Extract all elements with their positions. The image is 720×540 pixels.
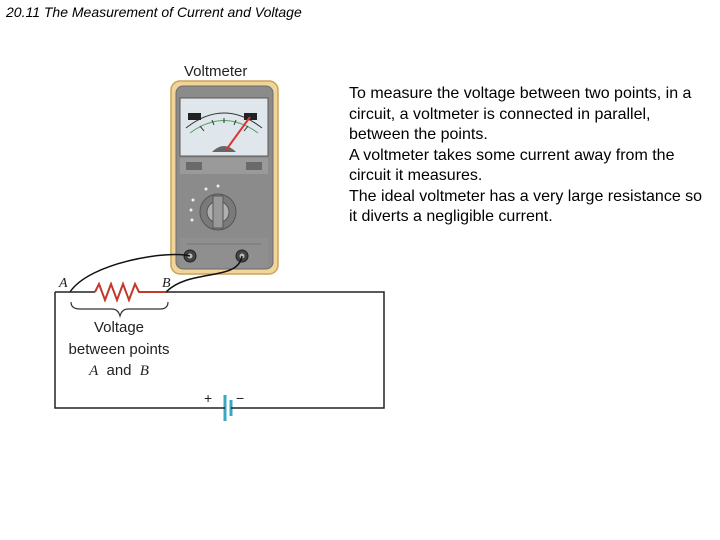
caption-point-b: B	[139, 363, 149, 379]
resistor	[95, 284, 166, 300]
caption-point-a: A	[89, 363, 99, 379]
voltmeter-label: Voltmeter	[184, 63, 248, 80]
caption-line-2: between points	[68, 341, 170, 358]
explanation-text	[349, 84, 709, 228]
paragraph-current-draw: A voltmeter takes some current away from the circuit it measures.	[349, 146, 675, 184]
paragraph-ideal-voltmeter: The ideal voltmeter has a very large resistance so it diverts a negligible current.	[349, 187, 703, 225]
voltmeter-device	[171, 81, 278, 274]
paragraph-parallel-connection: To measure the voltage between two points, in a circuit, a voltmeter is connected in parallel, between the points.	[349, 85, 692, 143]
caption-and: and	[106, 362, 132, 379]
battery-minus-sign: −	[236, 390, 245, 406]
voltage-brace	[71, 302, 168, 316]
caption-line-3	[88, 362, 149, 379]
battery-plus-sign: +	[204, 390, 213, 406]
caption-line-1: Voltage	[93, 319, 145, 336]
slide-title: 20.11 The Measurement of Current and Voltage	[6, 4, 302, 20]
point-b-label: B	[162, 276, 171, 291]
point-a-label: A	[59, 276, 68, 291]
